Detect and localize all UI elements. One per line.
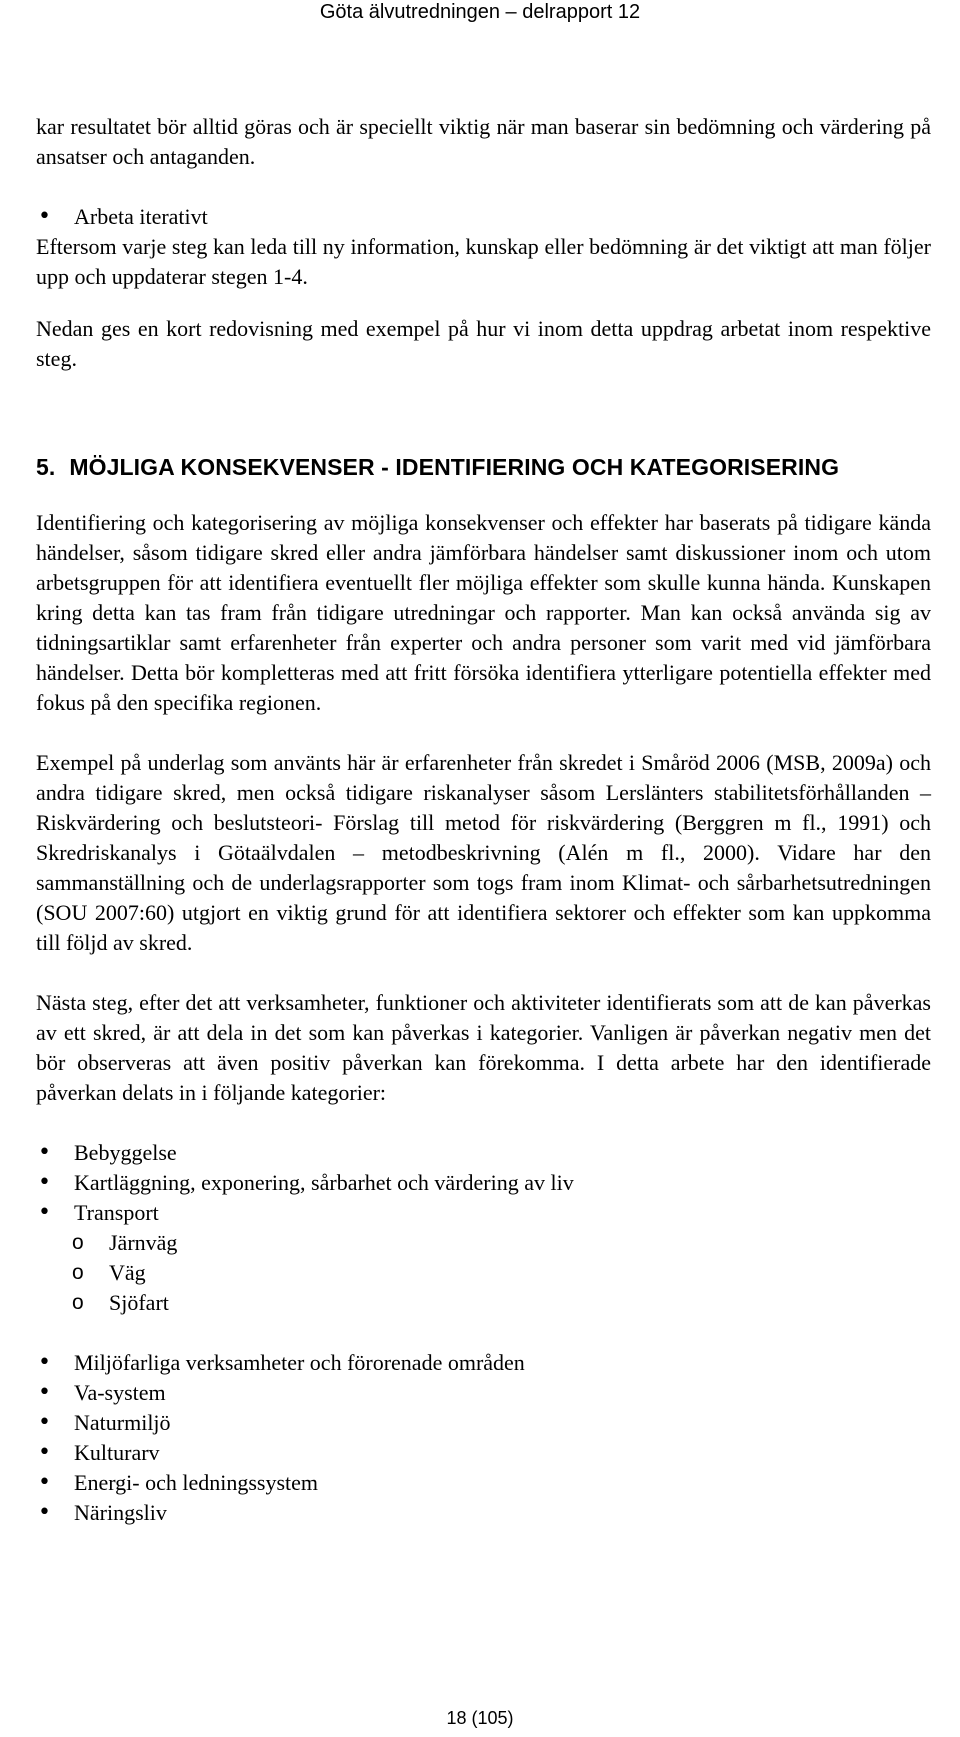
category-item (36, 1438, 931, 1468)
bullet-icon: • (38, 204, 51, 229)
category-item (36, 1138, 931, 1168)
section-paragraph-1: Identifiering och kategorisering av möjliga konsekvenser och effekter har baserats på tidigare kända händelser, såsom tidigare skred eller andra jämförbara händelser samt diskussioner inom och utom arbetsgruppen för att identifiera eventuellt fler möjliga effekter som skulle kunna hända. Kunskapen kring detta kan tas fram från tidigare utredningar och rapporter. Man kan också använda sig av tidningsartiklar samt erfarenheter från experter och andra personer som varit med vid jämförbara händelser. Detta bör kompletteras med att fritt försöka identifiera ytterligare potentiella effekter med fokus på den specifika regionen. (36, 510, 931, 715)
page-number: 18 (105) (446, 1708, 514, 1728)
category-item (36, 1348, 931, 1378)
sub-bullet-icon: o (72, 1231, 84, 1254)
summary-paragraph: Nedan ges en kort redovisning med exempel på hur vi inom detta uppdrag arbetat inom respektive steg. (36, 316, 931, 371)
bullet-icon: • (38, 1140, 51, 1165)
running-header (0, 0, 960, 24)
category-item (36, 1498, 931, 1528)
category-item (36, 1468, 931, 1498)
item-label: Miljöfarliga verksamheter och förorenade områden (74, 1350, 525, 1375)
bullet-icon: • (38, 1170, 51, 1195)
item-label: Transport (74, 1200, 159, 1225)
category-list-continued (36, 1348, 931, 1528)
bullet-icon: • (38, 1380, 51, 1405)
item-label: Näringsliv (74, 1500, 167, 1525)
item-label: Va-system (74, 1380, 166, 1405)
transport-sublist (36, 1228, 931, 1318)
sub-bullet-icon: o (72, 1291, 84, 1314)
document-title: Göta älvutredningen – delrapport 12 (319, 1, 641, 23)
item-label: Järnväg (109, 1230, 178, 1255)
item-label: Energi- och ledningssystem (74, 1470, 318, 1495)
bullet-icon: • (38, 1440, 51, 1465)
section-heading (36, 452, 931, 482)
category-item (36, 1168, 931, 1198)
category-list (36, 1138, 931, 1228)
item-label: Naturmiljö (74, 1410, 171, 1435)
page-content (36, 112, 931, 1528)
item-label: Kulturarv (74, 1440, 160, 1465)
sub-bullet-icon: o (72, 1261, 84, 1284)
bullet-icon: • (38, 1470, 51, 1495)
bullet-icon: • (38, 1350, 51, 1375)
continuation-paragraph: kar resultatet bör alltid göras och är speciellt viktig när man baserar sin bedömning och värdering på ansatser och antaganden. (36, 114, 931, 169)
iterative-bullet (36, 202, 931, 232)
bullet-icon: • (38, 1410, 51, 1435)
section-number: 5. (36, 454, 56, 480)
sublist-item (36, 1288, 931, 1318)
category-item (36, 1378, 931, 1408)
category-item (36, 1198, 931, 1228)
item-label: Sjöfart (109, 1290, 169, 1315)
sublist-item (36, 1228, 931, 1258)
item-label: Kartläggning, exponering, sårbarhet och värdering av liv (74, 1170, 574, 1195)
bullet-title: Arbeta iterativt (74, 204, 208, 229)
sublist-item (36, 1258, 931, 1288)
item-label: Väg (109, 1260, 146, 1285)
section-paragraph-2: Exempel på underlag som använts här är erfarenheter från skredet i Småröd 2006 (MSB, 2009a) och andra tidigare skred, men också tidigare riskanalyser såsom Lerslänters stabilitetsförhållanden – Riskvärdering och beslutsteori- Förslag till metod för riskvärdering (Berggren m fl., 1991) och Skredriskanalys i Götaälvdalen – metodbeskrivning (Alén m fl., 2000). Vidare har den sammanställning och de underlagsrapporter som togs fram inom Klimat- och sårbarhetsutredningen (SOU 2007:60) utgjort en viktig grund för att identifiera sektorer och effekter som kan uppkomma till följd av skred. (36, 750, 931, 955)
bullet-icon: • (38, 1200, 51, 1225)
category-item (36, 1408, 931, 1438)
section-title: MÖJLIGA KONSEKVENSER - IDENTIFIERING OCH KATEGORISERING (69, 454, 840, 480)
section-paragraph-3: Nästa steg, efter det att verksamheter, funktioner och aktiviteter identifierats som att de kan påverkas av ett skred, är att dela in det som kan påverkas i kategorier. Vanligen är påverkan negativ men det bör observeras att även positiv påverkan kan förekomma. I detta arbete har den identifierade påverkan delats in i följande kategorier: (36, 990, 931, 1105)
item-label: Bebyggelse (74, 1140, 177, 1165)
iterative-paragraph: Eftersom varje steg kan leda till ny information, kunskap eller bedömning är det viktigt att man följer upp och uppdaterar stegen 1-4. (36, 234, 931, 289)
bullet-icon: • (38, 1500, 51, 1525)
